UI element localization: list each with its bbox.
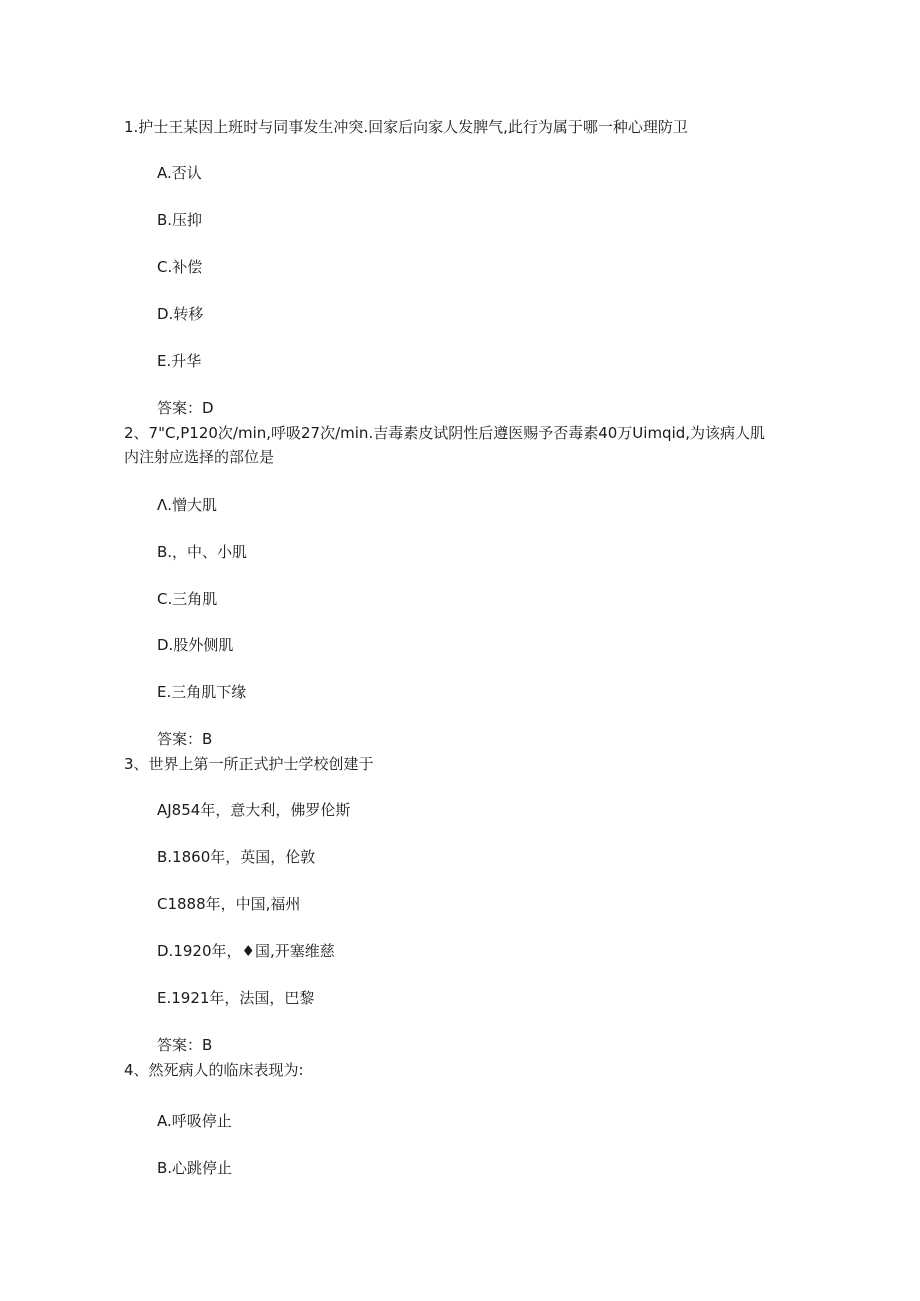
question-3-option-c: C1888年，中国,福州 (157, 895, 301, 913)
question-1-option-d: D.转移 (157, 305, 204, 323)
question-2-answer: 答案：B (157, 730, 213, 748)
question-3-option-a: AJ854年，意大利，佛罗伦斯 (157, 801, 351, 819)
question-3-stem: 3、世界上第一所正式护士学校创建于 (124, 755, 374, 773)
question-3-option-e: E.1921年，法国，巴黎 (157, 989, 315, 1007)
question-3-option-b: B.1860年，英国，伦敦 (157, 848, 316, 866)
question-2-option-e: E.三角肌下缘 (157, 683, 247, 701)
question-1-option-c: C.补偿 (157, 258, 203, 276)
question-2-option-c: C.三角肌 (157, 590, 218, 608)
question-2-option-b: B.，中、小肌 (157, 543, 248, 561)
question-1-option-e: E.升华 (157, 352, 202, 370)
question-4-option-a: A.呼吸停止 (157, 1112, 232, 1130)
question-2-option-d: D.股外侧肌 (157, 636, 234, 654)
question-1-option-b: B.压抑 (157, 211, 203, 229)
question-2-stem: 2、7"C,P120次/min,呼吸27次/min.吉毒素皮试阴性后遵医赐予否毒素40万Uimqid,为该病人肌 (124, 424, 766, 442)
question-4-stem: 4、然死病人的临床表现为: (124, 1061, 304, 1079)
question-1-stem: 1.护士王某因上班时与同事发生冲突.回家后向家人发脾气,此行为属于哪一种心理防卫 (124, 118, 688, 136)
question-2-stem-continued: 内注射应选择的部位是 (124, 448, 275, 466)
question-3-option-d: D.1920年，♦国,开塞维慈 (157, 942, 335, 960)
question-4-option-b: B.心跳停止 (157, 1159, 233, 1177)
question-1-answer: 答案：D (157, 399, 214, 417)
question-3-answer: 答案：B (157, 1036, 213, 1054)
question-1-option-a: A.否认 (157, 164, 202, 182)
question-2-option-a: Λ.憎大肌 (157, 496, 218, 514)
